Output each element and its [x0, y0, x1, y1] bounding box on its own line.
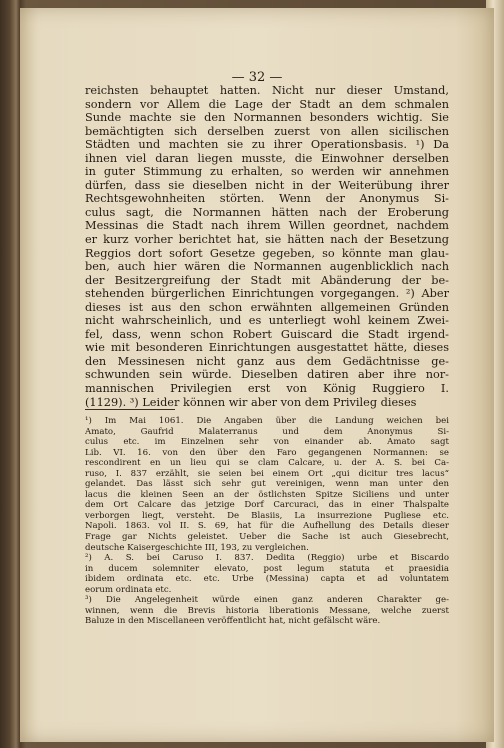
text-line: bemächtigten sich derselben zuerst von allen sicilischen: [85, 124, 449, 138]
page-number: — 32 —: [231, 70, 283, 85]
footnote-line: Napoli. 1863. vol II. S. 69, hat für die Aufhellung des Details dieser: [85, 521, 449, 532]
footnote-line: verborgen liegt, versteht. De Blasiis, La insurrezione Pugliese etc.: [85, 510, 449, 521]
text-line: schwunden sein würde. Dieselben datiren aber ihre nor-: [85, 368, 449, 382]
text-line: ihnen viel daran liegen musste, die Einwohner derselben: [85, 151, 449, 165]
text-line: culus sagt, die Normannen hätten nach der Eroberung: [85, 205, 449, 219]
text-line: dürfen, dass sie dieselben nicht in der Weiterübung ihrer: [85, 178, 449, 192]
footnote-rule: [85, 409, 175, 410]
footnote-line: ¹) Im Mai 1061. Die Angaben über die Landung weichen bei: [85, 416, 449, 426]
text-line: Rechtsgewohnheiten störten. Wenn der Anonymus Si-: [85, 192, 449, 206]
text-line: Sunde machte sie den Normannen besonders wichtig. Sie: [85, 111, 449, 125]
footnote-line: Baluze in den Miscellaneen veröffentlicht hat, nicht gefälscht wäre.: [85, 616, 381, 627]
text-line: in guter Stimmung zu erhalten, so werden wir annehmen: [85, 165, 449, 179]
text-line: ben, auch hier wären die Normannen augenblicklich nach: [85, 260, 449, 274]
text-line: Reggios dort sofort Gesetze gegeben, so könnte man glau-: [85, 246, 449, 260]
footnote-line: ruso, I. 837 erzählt, sie seien bei einem Ort „qui dicitur tres lacus“: [85, 468, 449, 479]
footnote-line: deutsche Kaisergeschichte III, 193, zu vergleichen.: [85, 542, 309, 553]
text-line: den Messinesen nicht ganz aus dem Gedächtnisse ge-: [85, 354, 449, 368]
footnote-line: Amato, Gaufrid Malaterranus und dem Anonymus Si-: [85, 426, 449, 437]
footnote-line: Lib. VI. 16. von den über den Faro gegangenen Normannen: se: [85, 447, 449, 458]
text-line: Städten und machten sie zu ihrer Operationsbasis. ¹) Da: [85, 138, 449, 152]
footnote-line: eorum ordinata etc.: [85, 584, 172, 595]
footnote-line: ³) Die Angelegenheit würde einen ganz anderen Charakter ge-: [85, 595, 449, 606]
footnote-line: lacus die kleinen Seen an der östlichsten Spitze Siciliens und unter: [85, 489, 449, 500]
footnote-line: Frage gar Nichts geleistet. Ueber die Sache ist auch Giesebrecht,: [85, 532, 449, 543]
text-line: stehenden bürgerlichen Einrichtungen vorgegangen. ²) Aber: [85, 287, 449, 301]
footnote-line: winnen, wenn die Brevis historia liberationis Messane, welche zuerst: [85, 605, 449, 616]
main-text: [85, 84, 449, 409]
footnote-line: rescondirent en un lieu qui se clam Calcare, u. der A. S. bei Ca-: [85, 458, 449, 469]
text-line: dieses ist aus den schon erwähnten allgemeinen Gründen: [85, 300, 449, 314]
text-line: der Besitzergreifung der Stadt mit Abänderung der be-: [85, 273, 449, 287]
footnote-line: culus etc. im Einzelnen sehr von einander ab. Amato sagt: [85, 437, 449, 448]
text-line: nicht wahrscheinlich, und es unterliegt wohl keinem Zwei-: [85, 314, 449, 328]
footnote-line: dem Ort Calcare das jetzige Dorf Carcuraci, das in einer Thalspalte: [85, 500, 449, 511]
text-line: er kurz vorher berichtet hat, sie hätten nach der Besetzung: [85, 233, 449, 247]
footnote-line: in ducem solemniter elevato, post legum statuta et praesidia: [85, 563, 449, 574]
footnote-line: gelandet. Das lässt sich sehr gut vereinigen, wenn man unter den: [85, 479, 449, 490]
text-line: reichsten behauptet hatten. Nicht nur dieser Umstand,: [85, 84, 449, 97]
text-line: sondern vor Allem die Lage der Stadt an dem schmalen: [85, 97, 449, 111]
footnotes: [85, 416, 449, 627]
footnote-line: ²) A. S. bei Caruso I. 837. Dedita (Reggio) urbe et Biscardo: [85, 553, 449, 564]
text-line: wie mit besonderen Einrichtungen ausgestattet hätte, dieses: [85, 341, 449, 355]
text-line: fel, dass, wenn schon Robert Guiscard die Stadt irgend-: [85, 327, 449, 341]
text-line: (1129). ³) Leider können wir aber von dem Privileg dieses: [85, 395, 417, 409]
footnote-line: ibidem ordinata etc. etc. Urbe (Messina) capta et ad voluntatem: [85, 574, 449, 585]
text-line: Messinas die Stadt nach ihrem Willen geordnet, nachdem: [85, 219, 449, 233]
text-line: mannischen Privilegien erst von König Ruggiero I.: [85, 382, 449, 396]
